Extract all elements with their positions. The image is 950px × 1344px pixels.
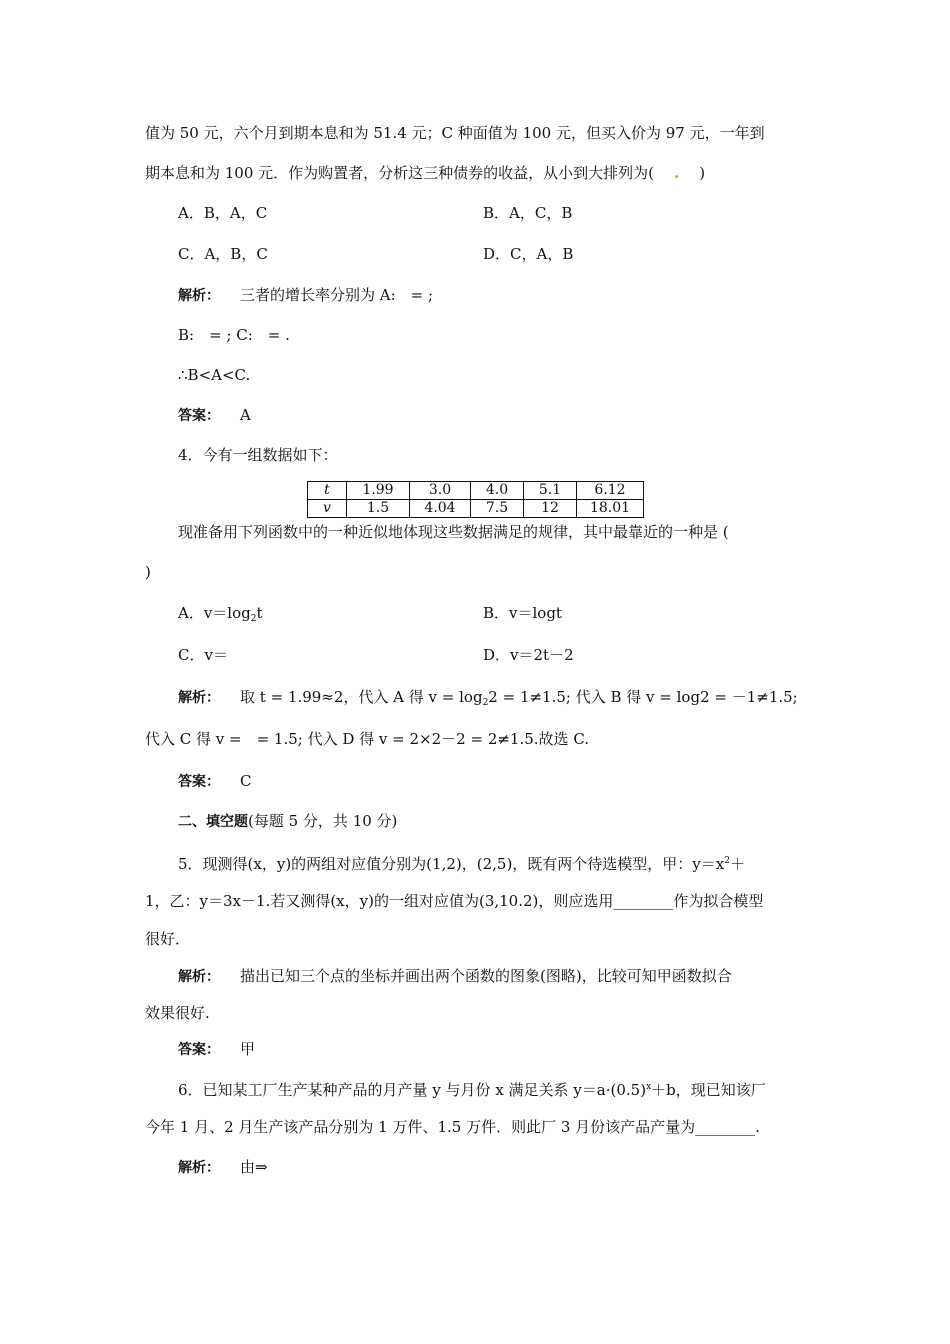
q5-line-3: 很好． (145, 930, 191, 948)
section-title (178, 811, 397, 832)
q6-analysis (178, 1157, 268, 1178)
q4-option-a (178, 603, 263, 629)
table-cell: 4.04 (410, 500, 471, 518)
q4-answer (178, 771, 251, 792)
q3-analysis-line-b: B: = ; C: = . (178, 326, 290, 344)
q5-answer-value: 甲 (240, 1040, 256, 1058)
q4-analysis-line-1 (178, 687, 798, 713)
q5-analysis-line-2: 效果很好. (145, 1004, 210, 1022)
q3-answer-label: 答案： (178, 408, 220, 424)
q3-therefore: ∴B<A<C. (178, 366, 251, 384)
q3-answer (178, 405, 251, 426)
q3-option-c: C．A，B，C (178, 245, 268, 263)
q3-answer-mark: . (674, 164, 680, 182)
q4-intro: 4．今有一组数据如下： (178, 446, 338, 464)
q3-close-paren: ) (699, 164, 706, 182)
q5-answer (178, 1039, 255, 1060)
q3-option-d: D．C，A，B (483, 245, 574, 263)
q3-text-line-1: 值为 50 元，六个月到期本息和为 51.4 元；C 种面值为 100 元，但买入价为 97 元，一年到 (145, 124, 765, 142)
q3-analysis-label: 解析： (178, 288, 220, 304)
q6-analysis-text: 由⇒ (240, 1158, 268, 1176)
table-cell: 12 (524, 500, 577, 518)
q4-option-c: C．v＝ (178, 646, 228, 664)
q6-line-1-tail: ＋b，现已知该厂 (651, 1081, 766, 1099)
q5-analysis-label: 解析： (178, 969, 220, 985)
q6-line-2: 今年 1 月、2 月生产该产品分别为 1 万件、1.5 万件．则此厂 3 月份该产品产量为________. (145, 1118, 760, 1136)
q3-option-a: A．B，A，C (178, 204, 268, 222)
q4-option-b: B．v＝logt (483, 604, 562, 622)
table-cell: 5.1 (524, 482, 577, 500)
q4-analysis-text-a: 取 t = 1.99≈2，代入 A 得 v = log (240, 688, 483, 706)
q4-question-line-2: ) (145, 563, 151, 581)
q5-analysis-line-1 (178, 966, 732, 987)
q4-analysis-sub: 2 (482, 698, 489, 708)
q6-analysis-label: 解析： (178, 1160, 220, 1176)
q4-answer-label: 答案： (178, 774, 220, 790)
table-cell: 18.01 (577, 500, 644, 518)
q4-option-d: D．v＝2t－2 (483, 646, 574, 664)
q3-answer-value: A (240, 406, 251, 424)
table-cell: 1.5 (347, 500, 410, 518)
table-cell: 7.5 (471, 500, 524, 518)
q3-text-line-2-body: 期本息和为 100 元．作为购置者，分析这三种债券的收益，从小到大排列为( (145, 164, 655, 182)
section-title-bold: 二、填空题 (178, 814, 248, 830)
q6-line-1 (178, 1077, 766, 1100)
q4-analysis-label: 解析： (178, 690, 220, 706)
q4-option-a-sub: 2 (250, 614, 257, 624)
q4-option-a-text: A．v＝log (178, 604, 251, 622)
table-row (308, 500, 644, 518)
table-cell: v (308, 500, 347, 518)
q5-line-1-text: 5．现测得(x，y)的两组对应值分别为(1,2)，(2,5)，既有两个待选模型，甲：y＝x (178, 855, 725, 873)
section-title-rest: (每题 5 分，共 10 分) (248, 812, 398, 830)
q5-analysis-text: 描出已知三个点的坐标并画出两个函数的图象(图略)，比较可知甲函数拟合 (240, 967, 732, 985)
table-cell: t (308, 482, 347, 500)
q5-line-2: 1，乙：y＝3x－1.若又测得(x，y)的一组对应值为(3,10.2)，则应选用________作为拟合模型 (145, 892, 764, 910)
table-cell: 6.12 (577, 482, 644, 500)
q5-line-1-plus: ＋ (729, 855, 745, 873)
q5-line-1-sup: 2 (724, 856, 730, 866)
q4-analysis-text-b: 2 = 1≠1.5; 代入 B 得 v = log2 = －1≠1.5; (488, 688, 798, 706)
q3-analysis-text: 三者的增长率分别为 A: = ; (240, 286, 434, 304)
q5-answer-label: 答案： (178, 1042, 220, 1058)
q4-option-a-var: t (256, 604, 263, 622)
q4-data-table (307, 481, 644, 518)
q3-option-b: B．A，C，B (483, 204, 573, 222)
table-row (308, 482, 644, 500)
q6-line-1-sup: x (646, 1082, 652, 1092)
q3-text-line-2 (145, 163, 705, 183)
table-cell: 4.0 (471, 482, 524, 500)
q6-line-1-text: 6．已知某工厂生产某种产品的月产量 y 与月份 x 满足关系 y＝a·(0.5) (178, 1081, 647, 1099)
q4-answer-value: C (240, 772, 252, 790)
q3-analysis (178, 285, 433, 306)
table-cell: 1.99 (347, 482, 410, 500)
table-cell: 3.0 (410, 482, 471, 500)
q4-question-line-1: 现准备用下列函数中的一种近似地体现这些数据满足的规律，其中最靠近的一种是 ( (178, 523, 729, 541)
q4-analysis-line-2: 代入 C 得 v = = 1.5; 代入 D 得 v = 2×2－2 = 2≠1.5.故选 C. (145, 730, 590, 748)
q5-line-1 (178, 851, 745, 874)
